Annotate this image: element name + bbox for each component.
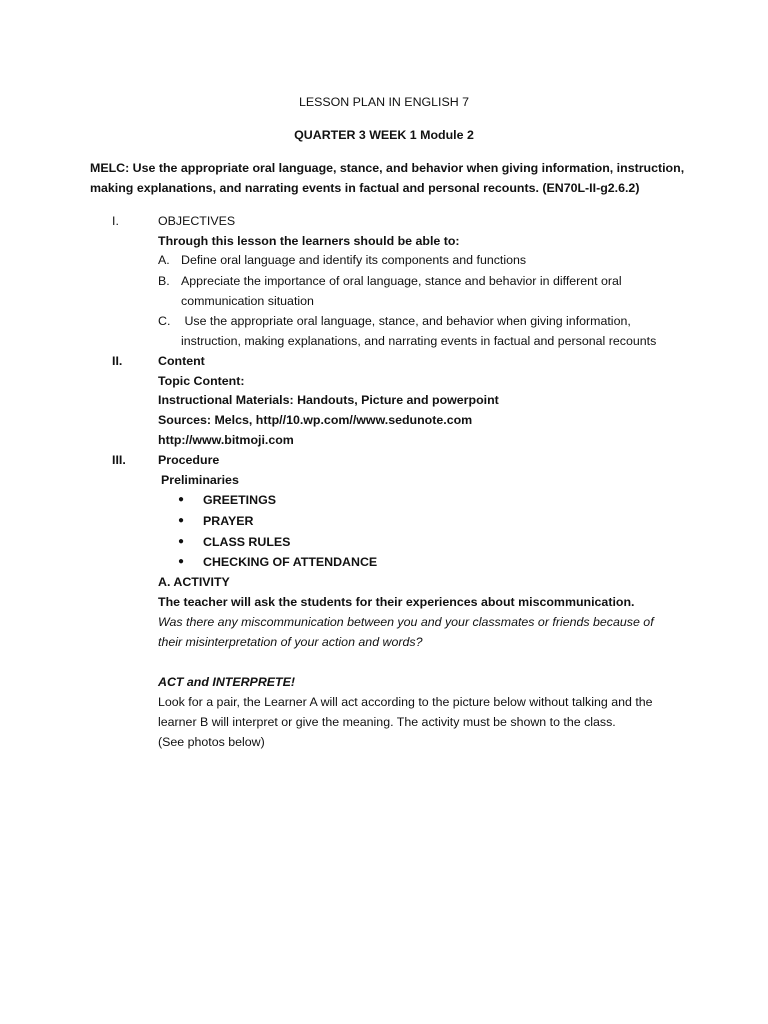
preliminary-item-greetings: GREETINGS	[203, 493, 276, 507]
objective-b-text-line-1: Appreciate the importance of oral language, stance and behavior in different oral	[181, 274, 622, 288]
objective-letter-c: C.	[158, 314, 171, 328]
bullet-icon: ●	[178, 515, 185, 526]
objective-letter-b: B.	[158, 274, 170, 288]
melc-line-1: MELC: Use the appropriate oral language, stance, and behavior when giving information, instruction,	[90, 161, 685, 175]
activity-instruction: The teacher will ask the students for their experiences about miscommunication.	[158, 595, 635, 609]
preliminary-item-class-rules: CLASS RULES	[203, 535, 291, 549]
section-numeral-procedure: III.	[112, 453, 126, 467]
activity-heading: A. ACTIVITY	[158, 575, 230, 589]
preliminaries-label: Preliminaries	[161, 473, 239, 487]
objective-c-text-line-1: Use the appropriate oral language, stance, and behavior when giving information,	[181, 314, 631, 328]
objectives-intro: Through this lesson the learners should be able to:	[158, 234, 460, 248]
act-instruction-line-1: Look for a pair, the Learner A will act according to the picture below without talking and the	[158, 695, 653, 709]
bullet-icon: ●	[178, 556, 185, 567]
activity-question-line-2: their misinterpretation of your action and words?	[158, 635, 423, 649]
act-instruction-line-2: learner B will interpret or give the meaning. The activity must be shown to the class.	[158, 715, 616, 729]
bullet-icon: ●	[178, 494, 185, 505]
objectives-heading: OBJECTIVES	[158, 214, 236, 228]
section-numeral-content: II.	[112, 354, 123, 368]
section-numeral-objectives: I.	[112, 214, 119, 228]
objective-letter-a: A.	[158, 253, 170, 267]
activity-question-line-1: Was there any miscommunication between you and your classmates or friends because of	[158, 615, 654, 629]
act-instruction-line-3: (See photos below)	[158, 735, 265, 749]
instructional-materials: Instructional Materials: Handouts, Picture and powerpoint	[158, 393, 499, 407]
objective-a-text: Define oral language and identify its components and functions	[181, 253, 527, 267]
sources-line-2: http://www.bitmoji.com	[158, 433, 294, 447]
melc-line-2: making explanations, and narrating events in factual and personal recounts. (EN70L-II-g2.6.2)	[90, 181, 640, 195]
procedure-heading: Procedure	[158, 453, 220, 467]
page-subtitle: QUARTER 3 WEEK 1 Module 2	[294, 128, 474, 142]
content-heading: Content	[158, 354, 205, 368]
objective-c-text-line-2: instruction, making explanations, and narrating events in factual and personal recounts	[181, 334, 657, 348]
act-interprete-heading: ACT and INTERPRETE!	[158, 675, 295, 689]
objective-b-text-line-2: communication situation	[181, 294, 314, 308]
preliminary-item-attendance: CHECKING OF ATTENDANCE	[203, 555, 378, 569]
preliminary-item-prayer: PRAYER	[203, 514, 254, 528]
topic-content-label: Topic Content:	[158, 374, 245, 388]
page-title: LESSON PLAN IN ENGLISH 7	[298, 95, 470, 109]
sources-line-1: Sources: Melcs, http//10.wp.com//www.sedunote.com	[158, 413, 473, 427]
bullet-icon: ●	[178, 536, 185, 547]
